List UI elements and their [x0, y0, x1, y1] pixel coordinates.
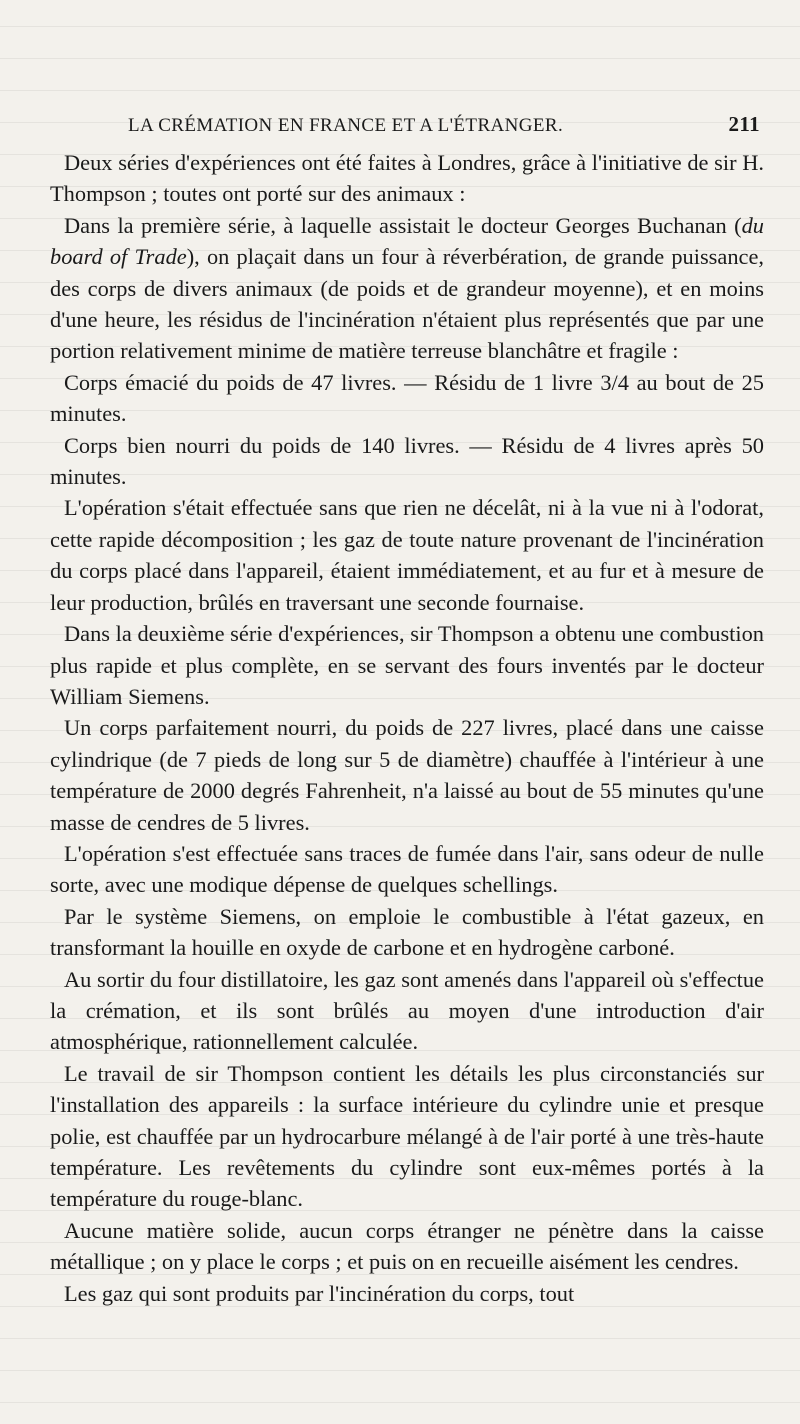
paragraph-text: Dans la première série, à laquelle assistait le docteur Georges Buchanan ( — [64, 212, 742, 238]
paragraph: Corps bien nourri du poids de 140 livres. — Résidu de 4 livres après 50 minutes. — [50, 432, 764, 490]
paragraph: Par le système Siemens, on emploie le combustible à l'état gazeux, en transformant la houille en oxyde de carbone et en hydrogène carboné. — [50, 903, 764, 961]
paragraph: L'opération s'est effectuée sans traces de fumée dans l'air, sans odeur de nulle sorte, avec une modique dépense de quelques schellings. — [50, 840, 764, 898]
running-title: LA CRÉMATION EN FRANCE ET A L'ÉTRANGER. — [128, 115, 564, 136]
paragraph: Au sortir du four distillatoire, les gaz sont amenés dans l'appareil où s'effectue la crémation, et ils sont brûlés au moyen d'une introduction d'air atmosphérique, rationnellement calculée. — [50, 966, 764, 1055]
paragraph — [50, 210, 764, 367]
italic-phrase: du board of Trade — [50, 212, 764, 270]
paragraph: Corps émacié du poids de 47 livres. — Résidu de 1 livre 3/4 au bout de 25 minutes. — [50, 369, 764, 427]
paragraph: Aucune matière solide, aucun corps étranger ne pénètre dans la caisse métallique ; on y place le corps ; et puis on en recueille aisément les cendres. — [50, 1217, 764, 1275]
paragraph: L'opération s'était effectuée sans que rien ne décelât, ni à la vue ni à l'odorat, cette rapide décomposition ; les gaz de toute nature provenant de l'incinération du corps placé dans l'appareil, étaient immédiatement, et au fur et à mesure de leur production, brûlés en traversant une seconde fournaise. — [50, 495, 764, 615]
paragraph: Les gaz qui sont produits par l'incinération du corps, tout — [64, 1280, 575, 1306]
paragraph: Deux séries d'expériences ont été faites à Londres, grâce à l'initiative de sir H. Thompson ; toutes ont porté sur des animaux : — [50, 150, 764, 207]
paragraph: Le travail de sir Thompson contient les détails les plus circonstanciés sur l'installation des appareils : la surface intérieure du cylindre unie et presque polie, est chauffée par un hydrocarbure mélangé à de l'air porté à une très-haute température. Les revêtements du cylindre sont eux-mêmes portés à la température du rouge-blanc. — [50, 1060, 764, 1212]
paragraph-text: ), on plaçait dans un four à réverbération, de grande puissance, des corps de divers animaux (de poids et de grandeur moyenne), et en moins d'une heure, les résidus de l'incinération n'étaient plus représentés que par une portion relativement minime de matière terreuse blanchâtre et fragile : — [50, 244, 764, 364]
page-number: 211 — [728, 112, 760, 136]
running-header — [128, 112, 764, 137]
paragraph: Dans la deuxième série d'expériences, sir Thompson a obtenu une combustion plus rapide et plus complète, en se servant des fours inventés par le docteur William Siemens. — [50, 621, 764, 709]
paragraph: Un corps parfaitement nourri, du poids de 227 livres, placé dans une caisse cylindrique (de 7 pieds de long sur 5 de diamètre) chauffée à l'intérieur à une température de 2000 degrés Fahrenheit, n'a laissé au bout de 55 minutes qu'une masse de cendres de 5 livres. — [50, 715, 764, 835]
